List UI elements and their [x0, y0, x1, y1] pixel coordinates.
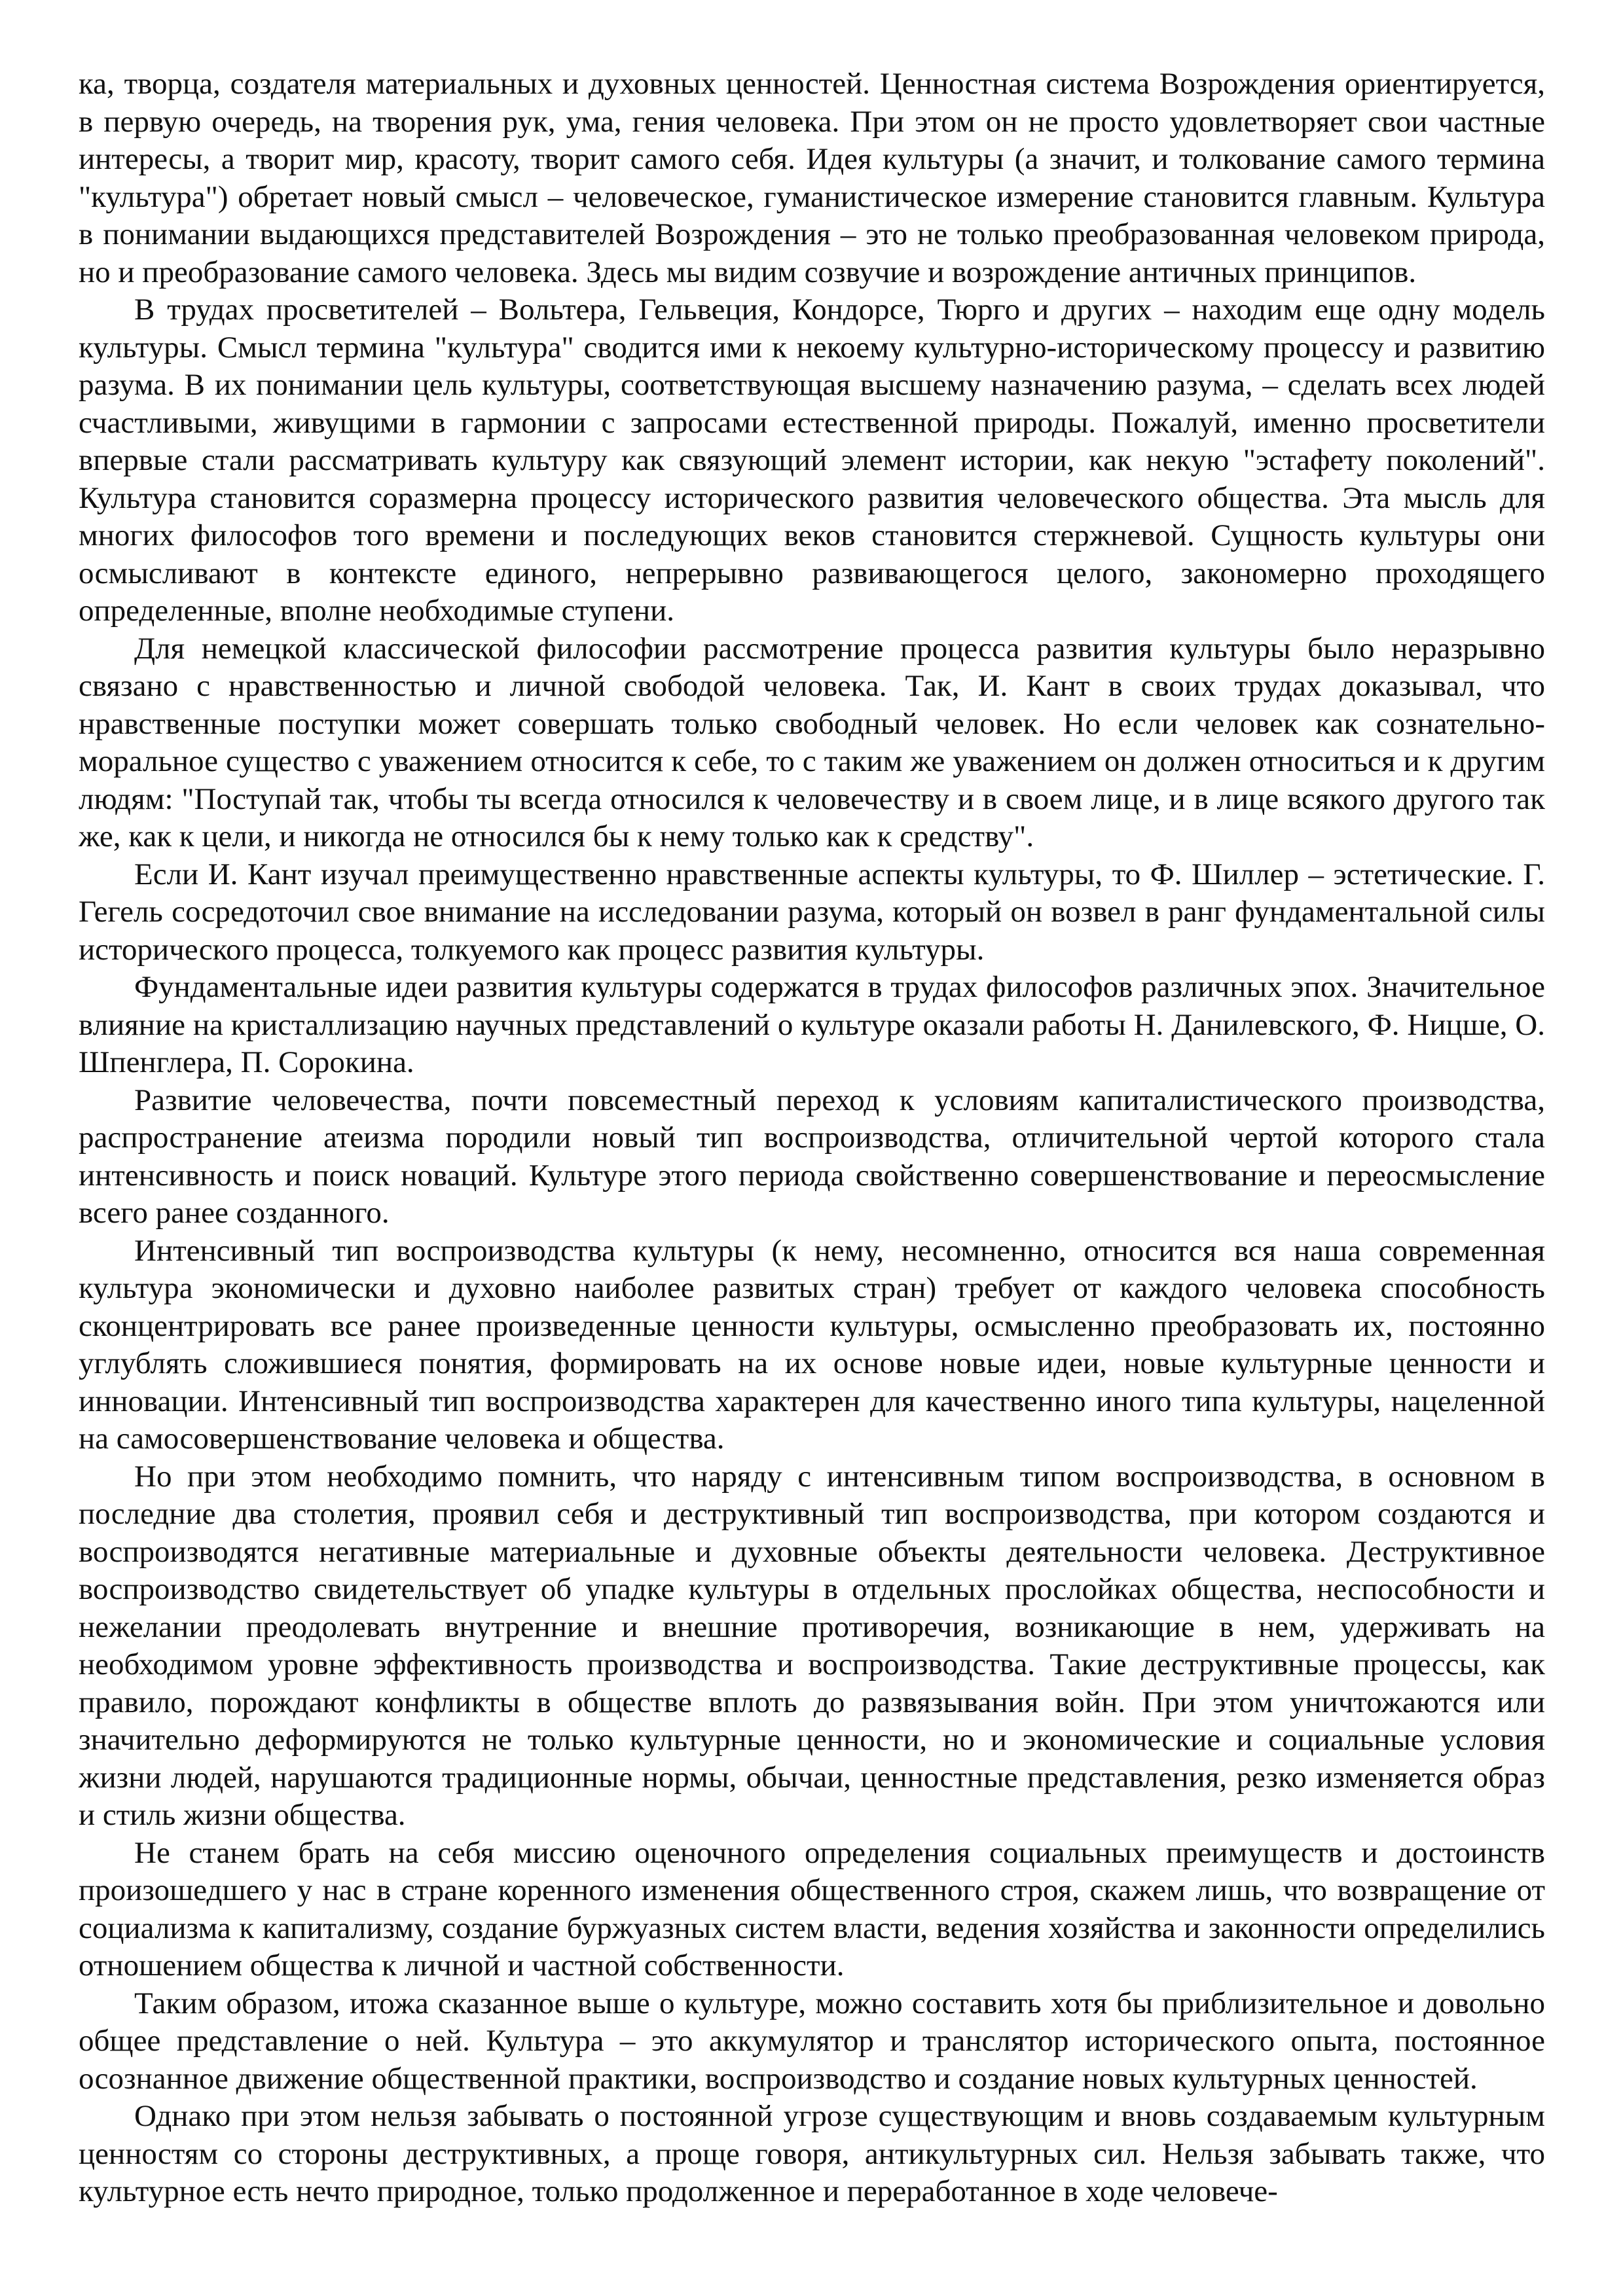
paragraph-2: В трудах просветителей – Вольтера, Гельвеция, Кондорсе, Тюрго и других – находим еще одну модель культуры. Смысл термина "культура" сводится ими к некоему культурно-историческому процессу и развитию разума. В их понимании цель культуры, соответствующая высшему назначению разума, – сделать всех людей счастливыми, живущими в гармонии с запросами естественной природы. Пожалуй, именно просветители впервые стали рассматривать культуру как связующий элемент истории, как некую "эстафету поколений". Культура становится соразмерна процессу исторического развития человеческого общества. Эта мысль для многих философов того времени и последующих веков становится стержневой. Сущность культуры они осмысливают в контексте единого, непрерывно развивающегося целого, закономерно проходящего определенные, вполне необходимые ступени.: [79, 293, 1545, 628]
paragraph-6: Развитие человечества, почти повсеместный переход к условиям капиталистического производства, распространение атеизма породили новый тип воспроизводства, отличительной чертой которого стала интенсивность и поиск новаций. Культуре этого периода свойственно совершенствование и переосмысление всего ранее созданного.: [79, 1083, 1545, 1230]
paragraph-10: Таким образом, итожа сказанное выше о культуре, можно составить хотя бы приблизительное и довольно общее представление о ней. Культура – это аккумулятор и транслятор исторического опыта, постоянное осознанное движение общественной практики, воспроизводство и создание новых культурных ценностей.: [79, 1986, 1545, 2096]
paragraph-1-continuation: ка, творца, создателя материальных и духовных ценностей. Ценностная система Возрождения ориентируется, в первую очередь, на творения рук, ума, гения человека. При этом он не просто удовлетворяет свои частные интересы, а творит мир, красоту, творит самого себя. Идея культуры (а значит, и толкование самого термина "культура") обретает новый смысл – человеческое, гуманистическое измерение становится главным. Культура в понимании выдающихся представителей Возрождения – это не только преобразованная человеком природа, но и преобразование самого человека. Здесь мы видим созвучие и возрождение античных принципов.: [79, 67, 1545, 289]
paragraph-5: Фундаментальные идеи развития культуры содержатся в трудах философов различных эпох. Значительное влияние на кристаллизацию научных представлений о культуре оказали работы Н. Данилевского, Ф. Ницше, О. Шпенглера, П. Сорокина.: [79, 970, 1545, 1079]
paragraph-9: Не станем брать на себя миссию оценочного определения социальных преимуществ и достоинств произошедшего у нас в стране коренного изменения общественного строя, скажем лишь, что возвращение от социализма к капитализму, создание буржуазных систем власти, ведения хозяйства и законности определились отношением общества к личной и частной собственности.: [79, 1835, 1545, 1982]
document-page: [79, 65, 1545, 2211]
paragraph-3: Для немецкой классической философии рассмотрение процесса развития культуры было неразрывно связано с нравственностью и личной свободой человека. Так, И. Кант в своих трудах доказывал, что нравственные поступки может совершать только свободный человек. Но если человек как сознательноморальное существо с уважением относится к себе, то с таким же уважением он должен относиться и к другим людям: "Поступай так, чтобы ты всегда относился к человечеству и в своем лице, и в лице всякого другого так же, как к цели, и никогда не относился бы к нему только как к средству".: [79, 631, 1545, 853]
paragraph-11: Однако при этом нельзя забывать о постоянной угрозе существующим и вновь создаваемым культурным ценностям со стороны деструктивных, а проще говоря, антикультурных сил. Нельзя забывать также, что культурное есть нечто природное, только продолженное и переработанное в ходе человече-: [79, 2099, 1545, 2208]
paragraph-7: Интенсивный тип воспроизводства культуры (к нему, несомненно, относится вся наша современная культура экономически и духовно наиболее развитых стран) требует от каждого человека способность сконцентрировать все ранее произведенные ценности культуры, осмысленно преобразовать их, постоянно углублять сложившиеся понятия, формировать на их основе новые идеи, новые культурные ценности и инновации. Интенсивный тип воспроизводства характерен для качественно иного типа культуры, нацеленной на самосовершенствование человека и общества.: [79, 1233, 1545, 1456]
paragraph-8: Но при этом необходимо помнить, что наряду с интенсивным типом воспроизводства, в основном в последние два столетия, проявил себя и деструктивный тип воспроизводства, при котором создаются и воспроизводятся негативные материальные и духовные объекты деятельности человека. Деструктивное воспроизводство свидетельствует об упадке культуры в отдельных прослойках общества, неспособности и нежелании преодолевать внутренние и внешние противоречия, возникающие в нем, удерживать на необходимом уровне эффективность производства и воспроизводства. Такие деструктивные процессы, как правило, порождают конфликты в обществе вплоть до развязывания войн. При этом уничтожаются или значительно деформируются не только культурные ценности, но и экономические и социальные условия жизни людей, нарушаются традиционные нормы, обычаи, ценностные представления, резко изменяется образ и стиль жизни общества.: [79, 1459, 1545, 1832]
paragraph-4: Если И. Кант изучал преимущественно нравственные аспекты культуры, то Ф. Шиллер – эстетические. Г. Гегель сосредоточил свое внимание на исследовании разума, который он возвел в ранг фундаментальной силы исторического процесса, толкуемого как процесс развития культуры.: [79, 857, 1545, 967]
